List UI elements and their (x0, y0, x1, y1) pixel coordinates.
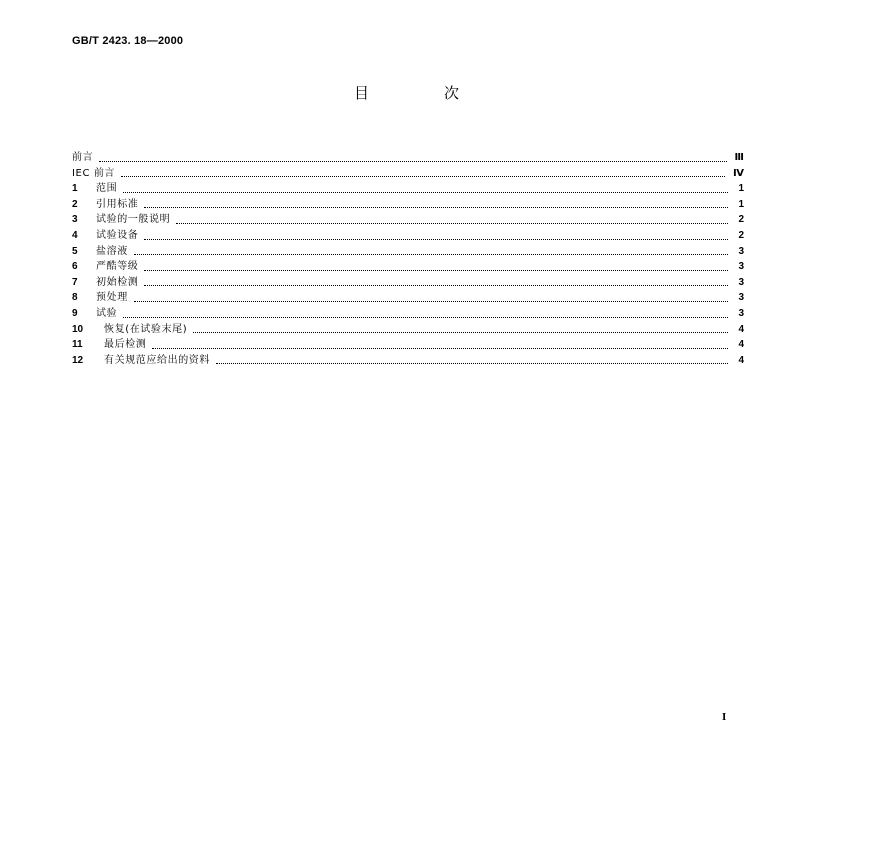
toc-entry-page: 1 (738, 183, 744, 195)
toc-entry-number: 10 (72, 323, 84, 335)
toc-entry-title: 盐溶液 (96, 245, 128, 257)
toc-entry-number: 12 (72, 354, 84, 366)
toc-entry-title: 恢复(在试验末尾) (104, 323, 188, 335)
toc-entry-title: 试验的一般说明 (96, 214, 171, 226)
toc-entry-number: 9 (72, 307, 78, 319)
toc-entry-title: 初始检测 (96, 276, 139, 288)
dot-leader (176, 222, 728, 224)
page-number-marker: I (722, 711, 727, 723)
dot-leader (152, 347, 728, 349)
toc-entry-title: 最后检测 (104, 339, 147, 351)
toc-entry-title: 范围 (96, 183, 118, 195)
toc-entry-page: 3 (738, 276, 744, 288)
document-code: GB/T 2423. 18—2000 (72, 35, 184, 47)
toc-entry-title: 有关规范应给出的资料 (104, 354, 210, 366)
toc-entry-page: 3 (738, 292, 744, 304)
toc-entry-5[interactable] (72, 244, 744, 260)
dot-leader (134, 253, 728, 255)
toc-entry-number: 11 (72, 339, 83, 351)
toc-entry-3[interactable] (72, 212, 744, 228)
toc-entry-page: 3 (738, 307, 744, 319)
toc-entry-title: 试验设备 (96, 229, 139, 241)
toc-entry-page: 4 (738, 339, 744, 351)
toc-entry-number: 6 (72, 261, 78, 273)
toc-entry-number: 1 (72, 183, 78, 195)
toc-entry-iec-foreword[interactable] (72, 166, 744, 182)
toc-entry-title: 前言 (72, 152, 94, 163)
dot-leader (123, 316, 728, 318)
toc-heading-char-2: 次 (444, 84, 460, 102)
toc-heading-char-1: 目 (354, 84, 370, 102)
dot-leader (123, 191, 728, 193)
toc-entry-page: Ⅳ (733, 167, 744, 179)
dot-leader (144, 238, 728, 240)
toc-heading (0, 82, 870, 102)
toc-entry-number: 2 (72, 198, 78, 210)
toc-entry-number: 7 (72, 276, 78, 288)
toc-entry-1[interactable] (72, 181, 744, 197)
toc-entry-page: 4 (738, 354, 744, 366)
toc-entry-foreword[interactable] (72, 150, 744, 166)
dot-leader (134, 300, 728, 302)
toc-entry-11[interactable] (72, 337, 744, 353)
toc-entry-title: IEC 前言 (72, 167, 116, 179)
toc-entry-12[interactable] (72, 353, 744, 369)
table-of-contents (72, 150, 744, 368)
toc-entry-10[interactable] (72, 322, 744, 338)
toc-entry-page: 1 (738, 198, 744, 210)
toc-entry-page: 2 (738, 214, 744, 226)
toc-entry-title: 试验 (96, 307, 118, 319)
toc-entry-page: 3 (738, 245, 744, 257)
toc-entry-page: 3 (738, 261, 744, 273)
toc-entry-8[interactable] (72, 290, 744, 306)
toc-entry-number: 4 (72, 229, 78, 241)
dot-leader (144, 206, 728, 208)
toc-entry-page: 4 (738, 323, 744, 335)
toc-entry-4[interactable] (72, 228, 744, 244)
toc-entry-7[interactable] (72, 275, 744, 291)
toc-entry-title: 引用标准 (96, 198, 139, 210)
toc-entry-number: 8 (72, 292, 78, 304)
dot-leader (99, 160, 726, 162)
dot-leader (144, 284, 728, 286)
dot-leader (121, 175, 725, 177)
toc-entry-title: 预处理 (96, 292, 128, 304)
dot-leader (144, 269, 728, 271)
toc-entry-number: 5 (72, 245, 78, 257)
toc-entry-page: 2 (738, 229, 744, 241)
toc-entry-9[interactable] (72, 306, 744, 322)
toc-entry-title: 严酷等级 (96, 261, 139, 273)
dot-leader (216, 362, 728, 364)
toc-entry-6[interactable] (72, 259, 744, 275)
toc-entry-page: Ⅲ (734, 152, 744, 163)
toc-entry-number: 3 (72, 214, 78, 226)
dot-leader (193, 331, 728, 333)
toc-entry-2[interactable] (72, 197, 744, 213)
